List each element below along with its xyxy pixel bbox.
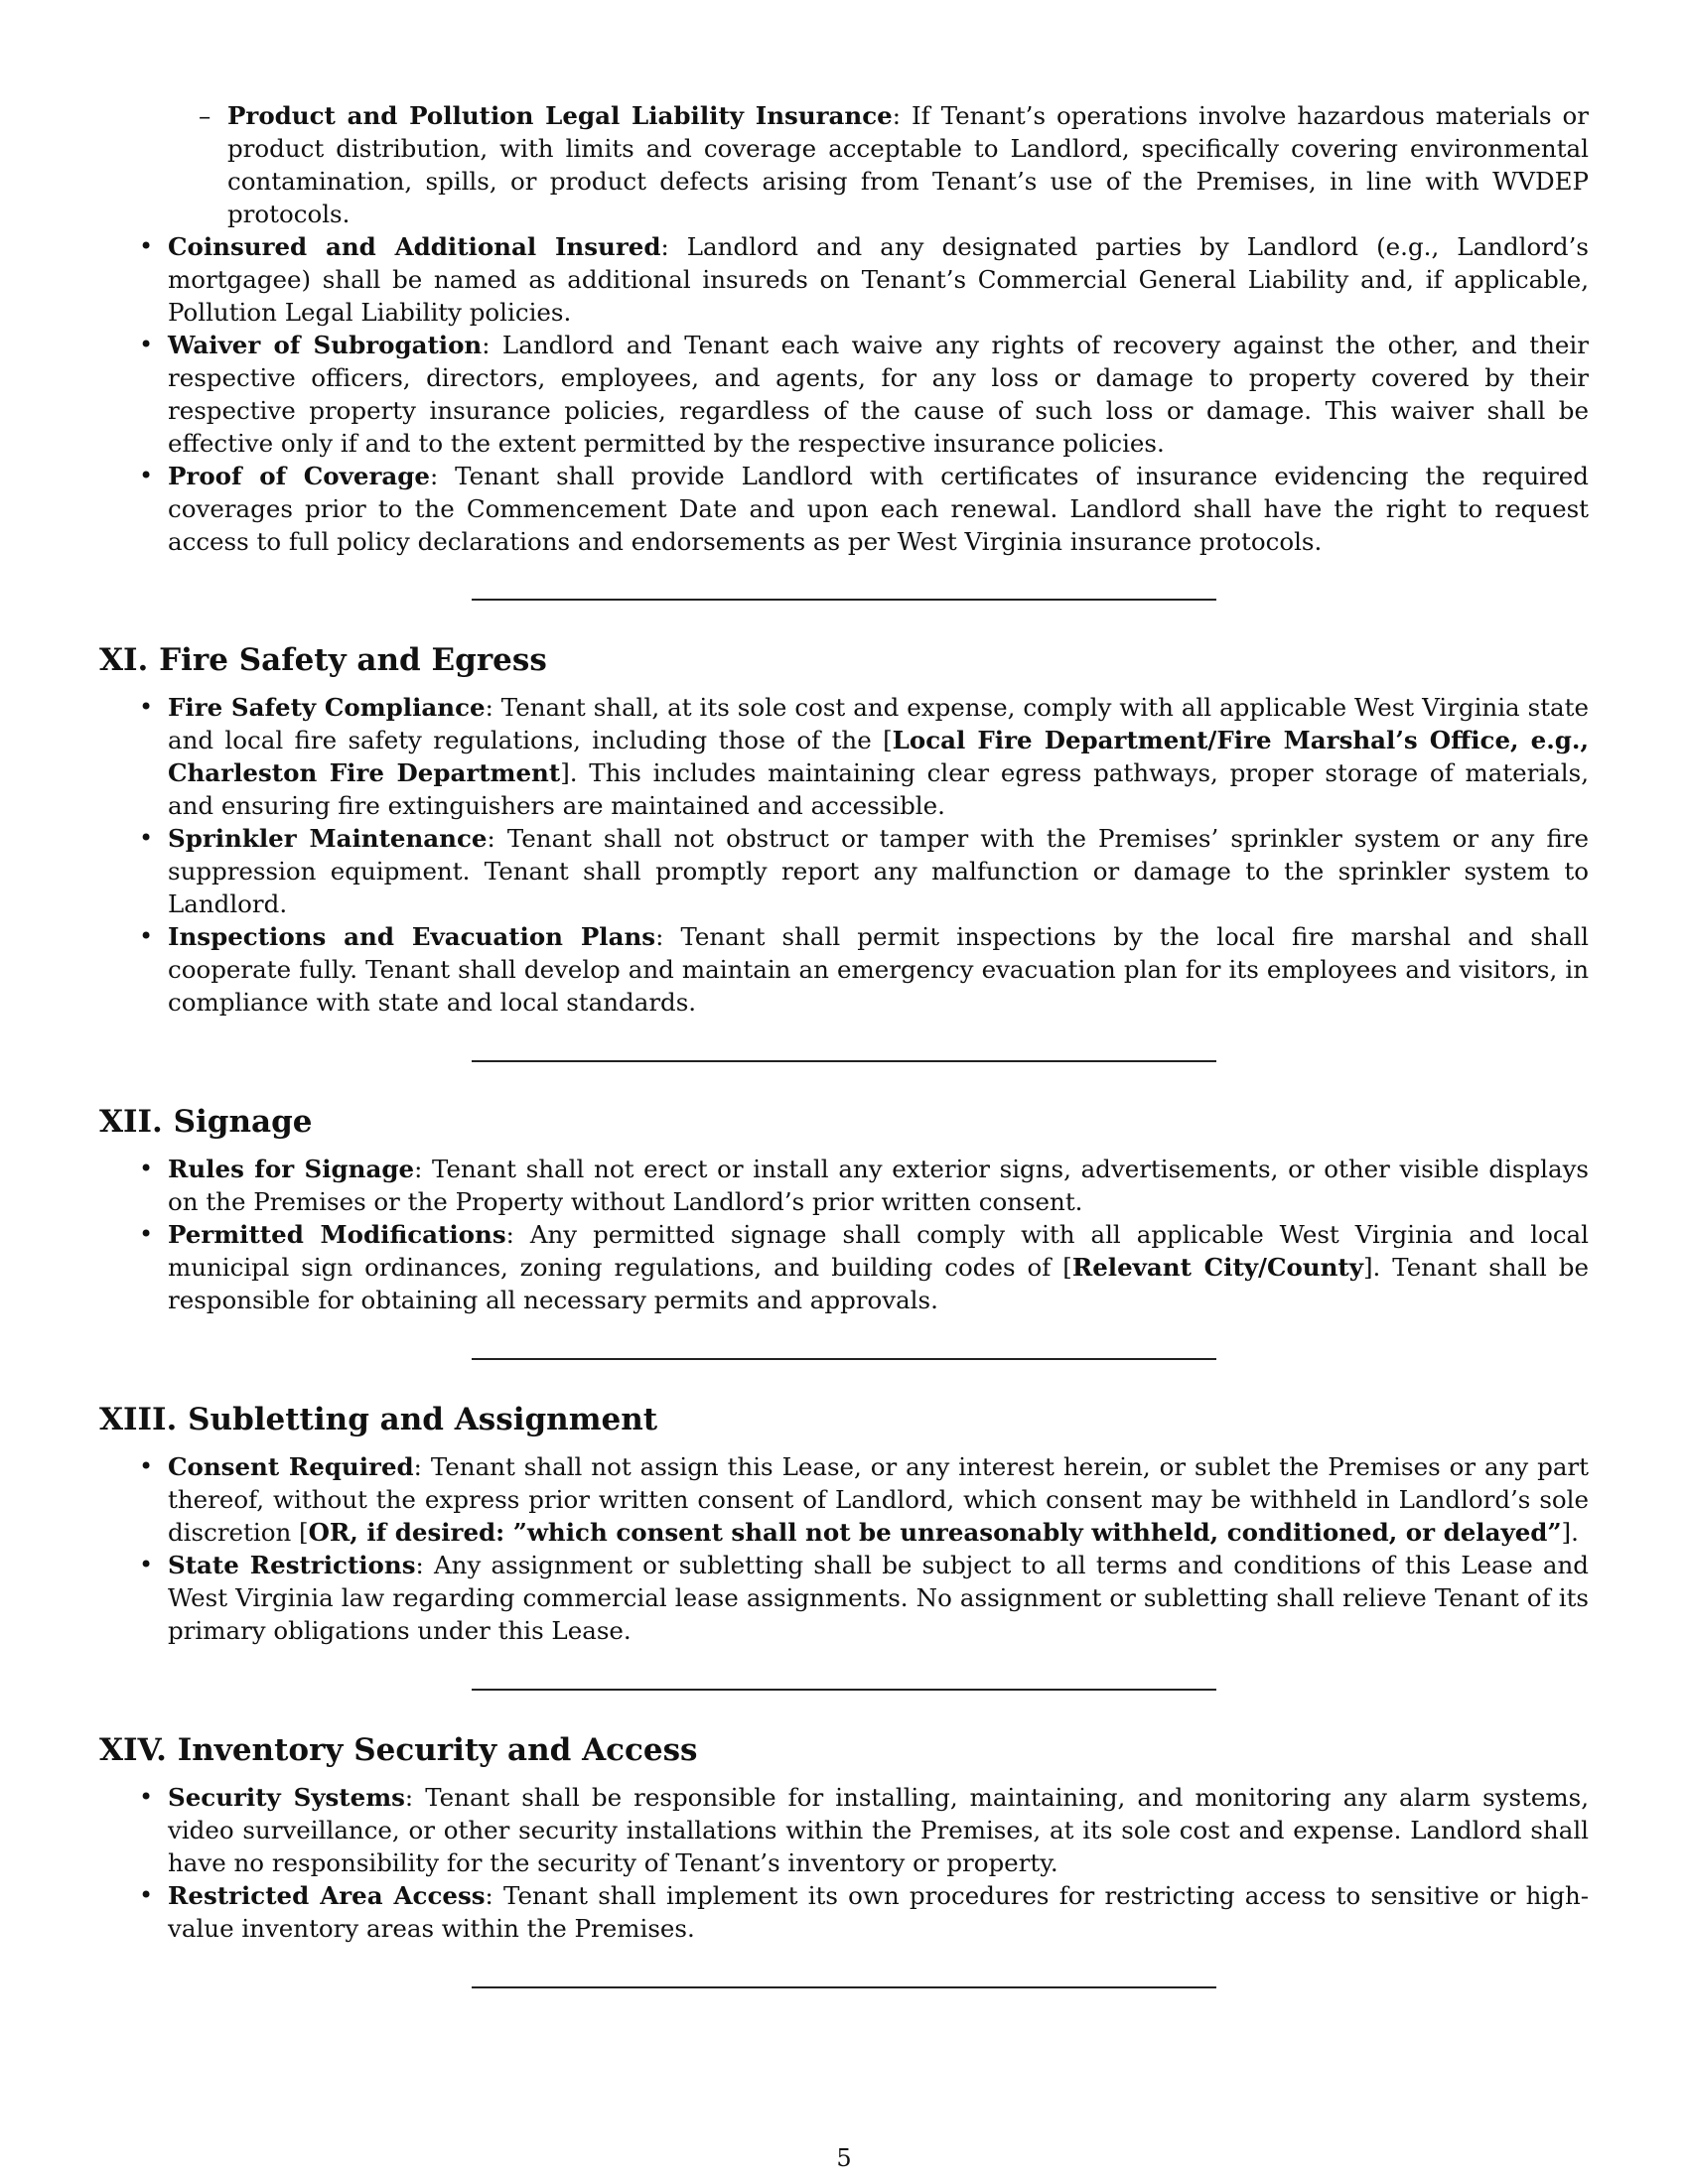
item-text: : Landlord and Tenant each waive any rights of recovery against the other, and their respective officers, directors, employees, and agents, for any loss or damage to property covered by their respective property insurance policies, regardless of the cause of such loss or damage. This waiver shall be effective only if and to the extent permitted by the respective insurance policies. <box>168 331 1589 458</box>
item-label: Waiver of Subrogation <box>168 331 483 359</box>
item-label: State Restrictions <box>168 1551 416 1579</box>
page-number: 5 <box>836 2144 852 2172</box>
list-item-proof-of-coverage <box>99 460 1589 558</box>
document-page <box>99 99 1589 1988</box>
placeholder-fire-department: Local Fire Department/Fire Marshal’s Office, e.g., Charleston Fire Department <box>168 726 1589 787</box>
list-item-restricted-area-access <box>99 1879 1589 1945</box>
section-heading-xiii: XIII. Subletting and Assignment <box>99 1402 658 1437</box>
section-divider <box>472 1986 1216 1988</box>
section-heading-xi: XI. Fire Safety and Egress <box>99 642 547 678</box>
item-text: : Landlord and any designated parties by Landlord (e.g., Landlord’s mortgagee) shall be named as additional insureds on Tenant’s Commercial General Liability and, if applicable, Pollution Legal Liability policies. <box>168 232 1589 327</box>
item-text: : Any assignment or subletting shall be subject to all terms and conditions of this Lease and West Virginia law regarding commercial lease assignments. No assignment or subletting shall relieve Tenant of its primary obligations under this Lease. <box>168 1551 1589 1645</box>
item-text: : Tenant shall permit inspections by the local fire marshal and shall cooperate fully. Tenant shall develop and maintain an emergency evacuation plan for its employees and visitors, in compliance with state and local standards. <box>168 922 1589 1017</box>
item-text: : Any permitted signage shall comply with all applicable West Virginia and local municipal sign ordinances, zoning regulations, and building codes of [ <box>168 1220 1589 1282</box>
item-label: Security Systems <box>168 1783 405 1812</box>
section-heading-xiv: XIV. Inventory Security and Access <box>99 1732 698 1768</box>
item-text: : If Tenant’s operations involve hazardous materials or product distribution, with limits and coverage acceptable to Landlord, specifically covering environmental contamination, spills, or product defects arising from Tenant’s use of the Premises, in line with WVDEP protocols. <box>227 101 1589 228</box>
placeholder-city-county: Relevant City/County <box>1071 1253 1363 1282</box>
item-label: Sprinkler Maintenance <box>168 824 488 853</box>
item-text-end: ]. This includes maintaining clear egress pathways, proper storage of materials, and ensuring fire extinguishers are maintained and accessible. <box>168 758 1589 820</box>
list-item-coinsured <box>99 230 1589 329</box>
section-xii-list <box>99 1153 1589 1316</box>
item-text: : Tenant shall implement its own procedures for restricting access to sensitive or high-value inventory areas within the Premises. <box>168 1881 1589 1943</box>
item-text: : Tenant shall, at its sole cost and expense, comply with all applicable West Virginia state and local fire safety regulations, including those of the [ <box>168 693 1589 754</box>
section-divider <box>472 1060 1216 1062</box>
list-item-permitted-modifications <box>99 1218 1589 1316</box>
section-divider <box>472 1689 1216 1691</box>
placeholder-consent-option: OR, if desired: ”which consent shall not be unreasonably withheld, conditioned, or delayed” <box>308 1518 1562 1547</box>
list-item-consent-required <box>99 1450 1589 1549</box>
item-label: Proof of Coverage <box>168 462 430 490</box>
section-divider <box>472 599 1216 601</box>
section-divider <box>472 1358 1216 1360</box>
item-label: Product and Pollution Legal Liability Insurance <box>227 101 893 130</box>
insurance-continuation <box>99 99 1589 558</box>
list-item-rules-for-signage <box>99 1153 1589 1218</box>
section-xi-list <box>99 691 1589 1019</box>
list-item-state-restrictions <box>99 1549 1589 1647</box>
item-label: Permitted Modifications <box>168 1220 506 1249</box>
item-text: : Tenant shall not assign this Lease, or any interest herein, or sublet the Premises or any part thereof, without the express prior written consent of Landlord, which consent may be withheld in Landlord’s sole discretion [ <box>168 1452 1589 1547</box>
item-text: : Tenant shall be responsible for installing, maintaining, and monitoring any alarm systems, video surveillance, or other security installations within the Premises, at its sole cost and expense. Landlord shall have no responsibility for the security of Tenant’s inventory or property. <box>168 1783 1589 1877</box>
list-item-inspections-evacuation <box>99 920 1589 1019</box>
item-text-end: ]. <box>1561 1518 1579 1547</box>
item-text-end: ]. Tenant shall be responsible for obtaining all necessary permits and approvals. <box>168 1253 1589 1314</box>
item-label: Consent Required <box>168 1452 414 1481</box>
item-text: : Tenant shall not erect or install any exterior signs, advertisements, or other visible displays on the Premises or the Property without Landlord’s prior written consent. <box>168 1155 1589 1216</box>
item-label: Fire Safety Compliance <box>168 693 486 722</box>
item-text: : Tenant shall not obstruct or tamper with the Premises’ sprinkler system or any fire suppression equipment. Tenant shall promptly report any malfunction or damage to the sprinkler system to Landlord. <box>168 824 1590 918</box>
section-xiii-list <box>99 1450 1589 1647</box>
item-text: : Tenant shall provide Landlord with certificates of insurance evidencing the required coverages prior to the Commencement Date and upon each renewal. Landlord shall have the right to request access to full policy declarations and endorsements as per West Virginia insurance protocols. <box>168 462 1589 556</box>
list-item-waiver-subrogation <box>99 329 1589 460</box>
section-heading-xii: XII. Signage <box>99 1104 313 1140</box>
section-xiv-list <box>99 1781 1589 1945</box>
insurance-list <box>99 230 1589 558</box>
item-label: Rules for Signage <box>168 1155 415 1183</box>
item-label: Coinsured and Additional Insured <box>168 232 661 261</box>
sub-item-pollution-liability <box>99 99 1589 230</box>
item-label: Inspections and Evacuation Plans <box>168 922 656 951</box>
list-item-fire-safety-compliance <box>99 691 1589 822</box>
item-label: Restricted Area Access <box>168 1881 486 1910</box>
list-item-security-systems <box>99 1781 1589 1879</box>
list-item-sprinkler-maintenance <box>99 822 1589 920</box>
